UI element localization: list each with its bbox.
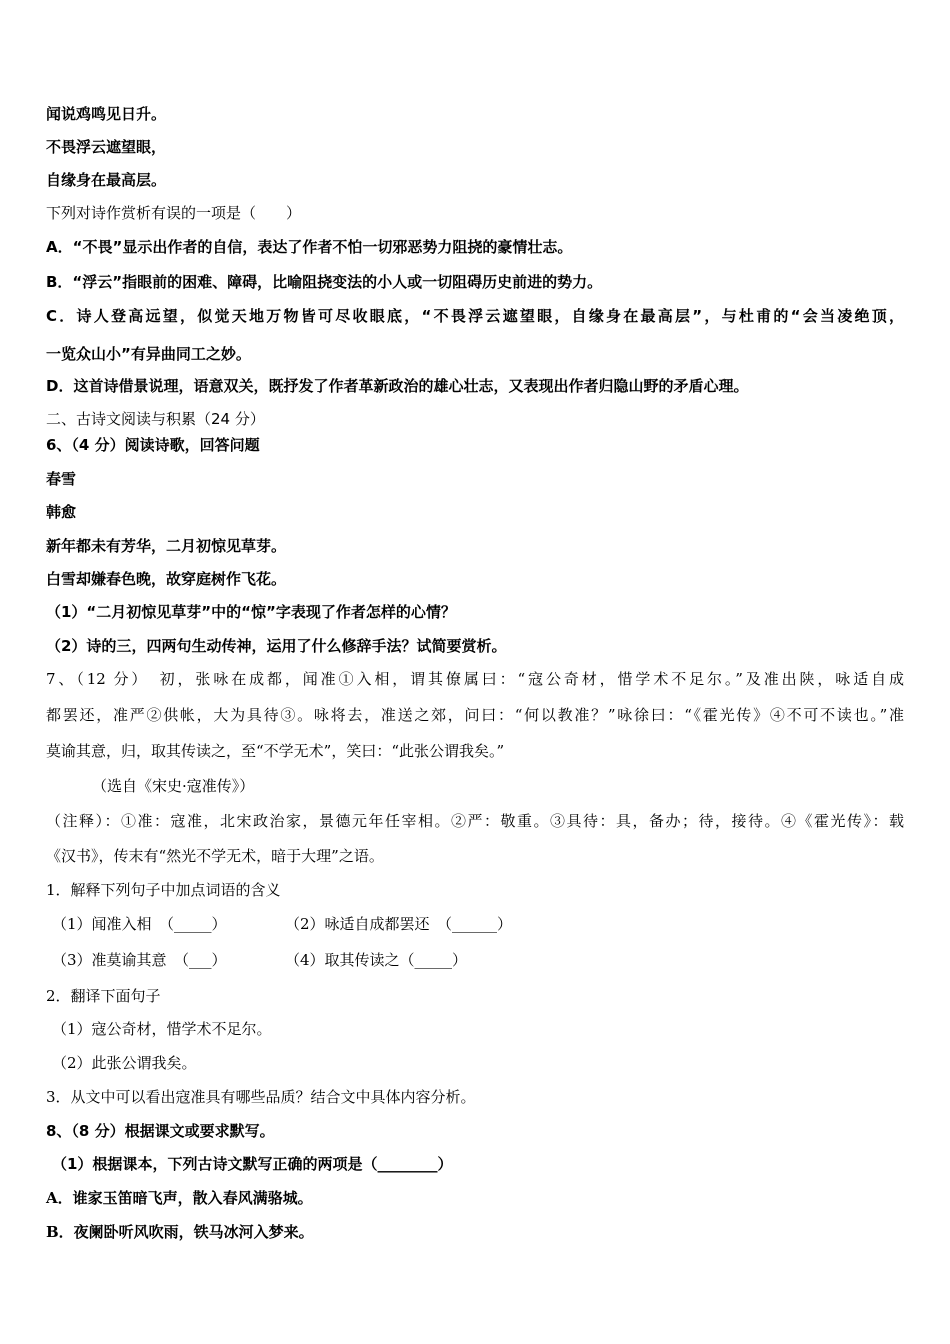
question-stem: 2．翻译下面句子 xyxy=(46,987,161,1005)
poem-author: 韩愈 xyxy=(46,503,77,521)
translate-item: （2）此张公谓我矣。 xyxy=(52,1054,197,1072)
sub-question: （1）“二月初惊见草芽”中的“惊”字表现了作者怎样的心情？ xyxy=(46,603,456,621)
section-heading: 二、古诗文阅读与积累（24 分） xyxy=(46,410,265,428)
passage-line: 莫谕其意，归，取其传读之，至“不学无术”，笑曰：“此张公谓我矣。” xyxy=(46,742,505,760)
passage-note: （注释）：①准：寇准，北宋政治家，景德元年任宰相。②严：敬重。③具待：具，备办；待，接待。④《霍光传》：载 xyxy=(46,812,904,830)
passage-line: 7、（12 分） 初，张咏在成都，闻准①入相，谓其僚属曰：“寇公奇材，惜学术不足尔。”及准出陕，咏适自成 xyxy=(46,670,904,688)
sub-question: （1）根据课本，下列古诗文默写正确的两项是（________） xyxy=(52,1155,453,1173)
poem-line: 新年都未有芳华，二月初惊见草芽。 xyxy=(46,537,287,555)
option-a: A．谁家玉笛暗飞声，散入春风满骆城。 xyxy=(46,1189,313,1207)
passage-note-cont: 《汉书》，传末有“然光不学无术，暗于大理”之语。 xyxy=(46,847,384,865)
poem-line: 不畏浮云遮望眼， xyxy=(46,138,167,156)
option-b: B．“浮云”指眼前的困难、障碍，比喻阻挠变法的小人或一切阻碍历史前进的势力。 xyxy=(46,273,603,291)
option-a: A．“不畏”显示出作者的自信，表达了作者不怕一切邪恶势力阻挠的豪情壮志。 xyxy=(46,238,573,256)
poem-line: 自缘身在最高层。 xyxy=(46,171,167,189)
passage-source: （选自《宋史·寇准传》） xyxy=(92,777,255,795)
question-stem: 下列对诗作赏析有误的一项是（ ） xyxy=(46,204,302,222)
sub-question: （2）诗的三，四两句生动传神，运用了什么修辞手法？试简要赏析。 xyxy=(46,637,507,655)
poem-title: 春雪 xyxy=(46,470,77,488)
passage-line: 都罢还，准严②供帐，大为具待③。咏将去，准送之郊，问曰：“何以教准？”咏徐曰：“《霍光传》④不可不读也。”准 xyxy=(46,706,904,724)
option-c: C．诗人登高远望，似觉天地万物皆可尽收眼底，“不畏浮云遮望眼，自缘身在最高层”，与杜甫的“会当凌绝顶， xyxy=(46,307,904,325)
poem-line: 闻说鸡鸣见日升。 xyxy=(46,105,167,123)
fill-item: （3）准莫谕其意 （___） xyxy=(52,951,227,969)
question-stem: 3．从文中可以看出寇准具有哪些品质？结合文中具体内容分析。 xyxy=(46,1088,476,1106)
fill-item: （2）咏适自成都罢还 （______） xyxy=(285,915,513,933)
option-d: D．这首诗借景说理，语意双关，既抒发了作者革新政治的雄心壮志，又表现出作者归隐山野的矛盾心理。 xyxy=(46,377,749,395)
question-stem: 6、（4 分）阅读诗歌，回答问题 xyxy=(46,436,260,454)
fill-item: （4）取其传读之（_____） xyxy=(285,951,468,969)
option-b: B．夜阑卧听风吹雨，铁马冰河入梦来。 xyxy=(46,1223,314,1241)
fill-item: （1）闻准入相 （_____） xyxy=(52,915,227,933)
option-c-cont: 一览众山小”有异曲同工之妙。 xyxy=(46,345,251,363)
question-stem: 1．解释下列句子中加点词语的含义 xyxy=(46,881,281,899)
poem-line: 白雪却嫌春色晚，故穿庭树作飞花。 xyxy=(46,570,287,588)
translate-item: （1）寇公奇材，惜学术不足尔。 xyxy=(52,1020,272,1038)
question-stem: 8、（8 分）根据课文或要求默写。 xyxy=(46,1122,275,1140)
